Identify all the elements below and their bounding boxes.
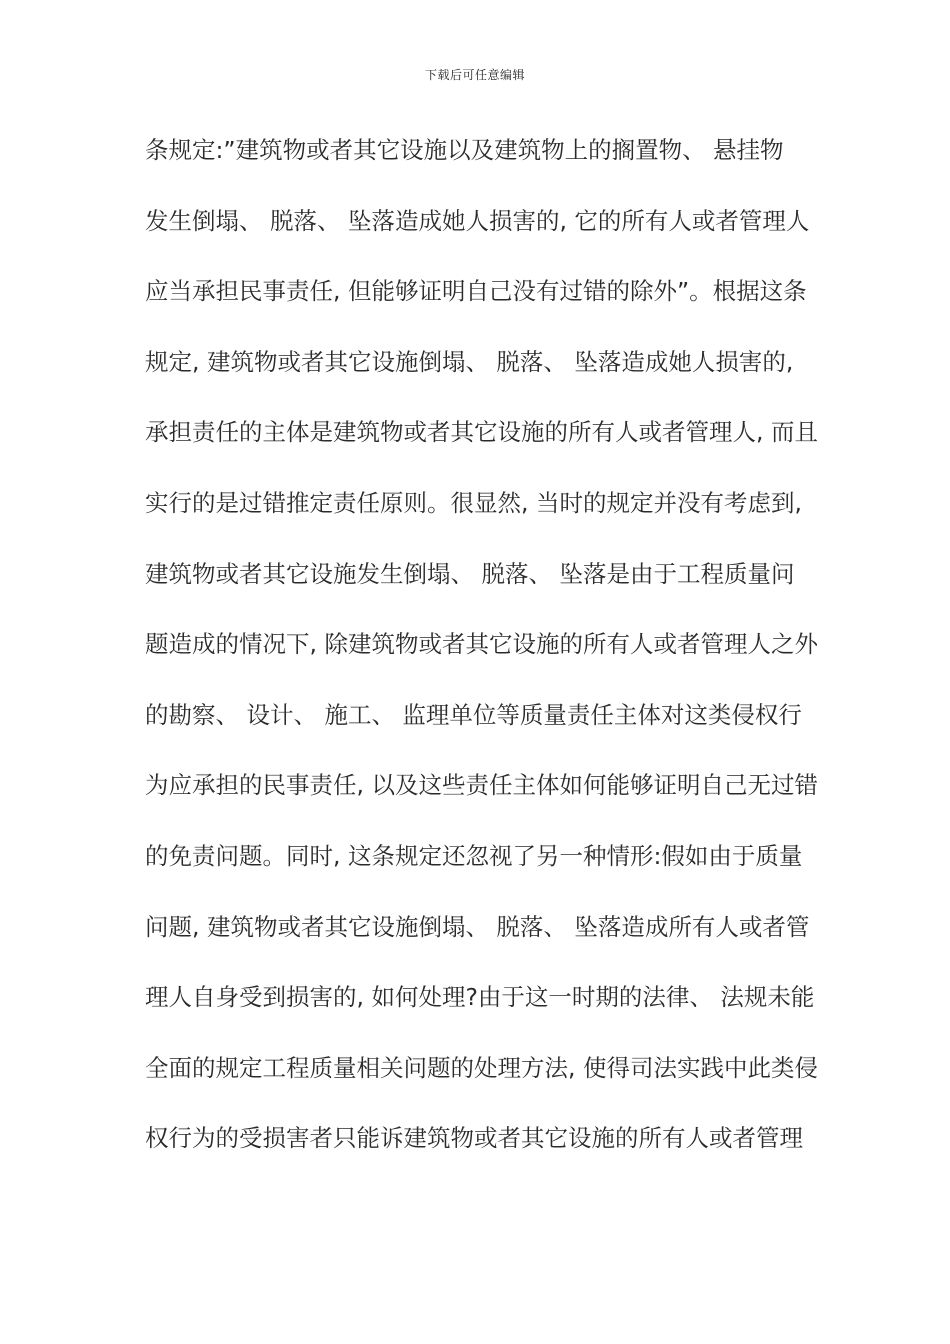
body-paragraph [145,126,818,1185]
text-line: 为应承担的民事责任, 以及这些责任主体如何能够证明自己无过错 [145,771,818,800]
text-line: 的免责问题。同时, 这条规定还忽视了另一种情形:假如由于质量 [145,841,803,870]
text-line: 承担责任的主体是建筑物或者其它设施的所有人或者管理人, 而且 [145,418,818,447]
text-line: 发生倒塌、 脱落、 坠落造成她人损害的, 它的所有人或者管理人 [145,206,810,235]
text-line: 条规定:”建筑物或者其它设施以及建筑物上的搁置物、 悬挂物 [145,136,784,164]
text-line: 权行为的受损害者只能诉建筑物或者其它设施的所有人或者管理 [145,1124,803,1153]
text-line: 应当承担民事责任, 但能够证明自己没有过错的除外”。根据这条 [145,277,807,306]
text-line: 规定, 建筑物或者其它设施倒塌、 脱落、 坠落造成她人损害的, [145,347,794,376]
text-line: 问题, 建筑物或者其它设施倒塌、 脱落、 坠落造成所有人或者管 [145,912,810,941]
text-line: 的勘察、 设计、 施工、 监理单位等质量责任主体对这类侵权行 [145,700,802,729]
text-line: 理人自身受到损害的, 如何处理?由于这一时期的法律、 法规未能 [145,983,815,1012]
text-line: 实行的是过错推定责任原则。很显然, 当时的规定并没有考虑到, [145,488,802,517]
text-line: 全面的规定工程质量相关问题的处理方法, 使得司法实践中此类侵 [145,1053,818,1082]
text-line: 题造成的情况下, 除建筑物或者其它设施的所有人或者管理人之外 [145,630,818,659]
page-header: 下载后可任意编辑 [424,68,525,82]
text-line: 建筑物或者其它设施发生倒塌、 脱落、 坠落是由于工程质量问 [145,559,795,588]
